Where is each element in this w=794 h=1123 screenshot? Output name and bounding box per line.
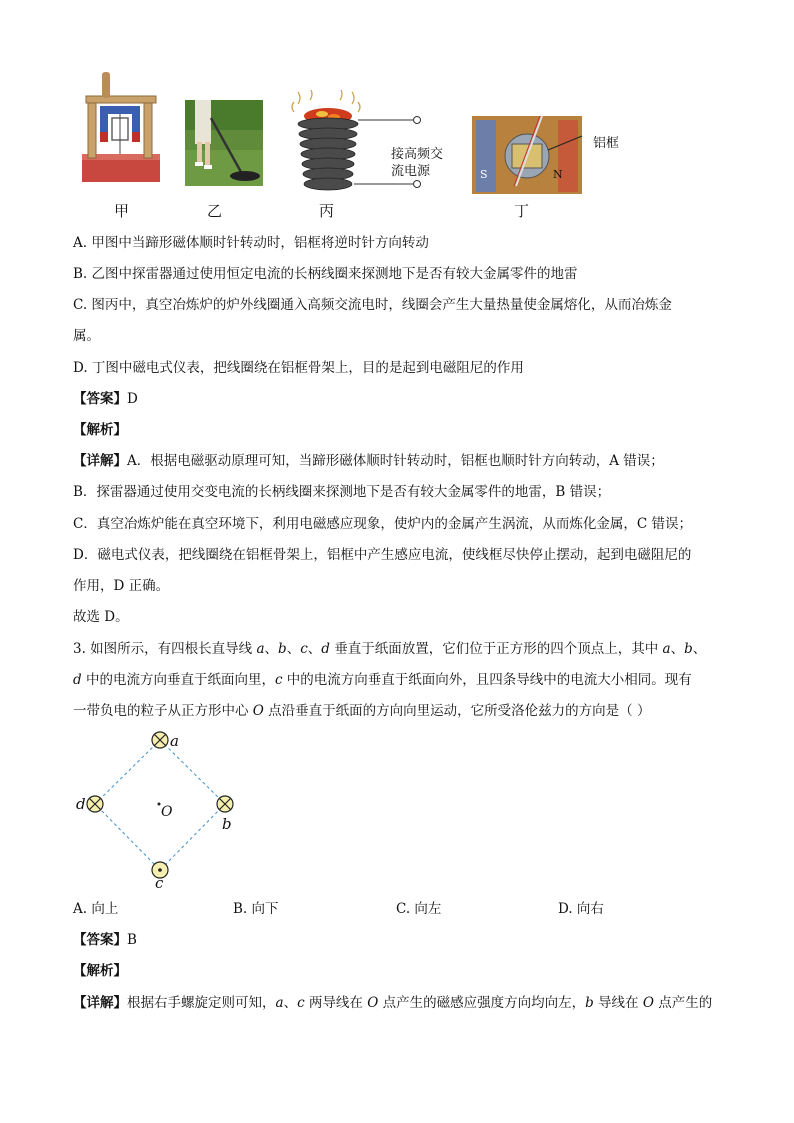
- q3-stem-3b: 点沿垂直于纸面的方向向里运动，它所受洛伦兹力的方向是（ ）: [263, 703, 651, 719]
- wire-b-in: [217, 796, 233, 812]
- var-b: b: [585, 995, 594, 1011]
- q2-detail-4: D．磁电式仪表，把线圈绕在铝框骨架上，铝框中产生感应电流，使线框尽快停止摆动，起到电磁阻尼的: [73, 547, 692, 563]
- q3-stem-2: [73, 670, 692, 690]
- q2-detail-3: C．真空冶炼炉能在真空环境下，利用电磁感应现象，使炉内的金属产生涡流，从而炼化金属，C 错误；: [73, 516, 692, 532]
- q2-option-d: D. 丁图中磁电式仪表，把线圈绕在铝框骨架上，目的是起到电磁阻尼的作用: [73, 360, 524, 376]
- q3-detail-tag: 【详解】: [73, 995, 127, 1011]
- var-o: O: [367, 995, 379, 1011]
- var-a: a: [275, 995, 284, 1011]
- q2-conclusion: 故选 D。: [73, 609, 129, 625]
- q2-option-a: A. 甲图中当蹄形磁体顺时针转动时，铝框将逆时针方向转动: [73, 235, 429, 251]
- q3-stem-1a: 3. 如图所示，有四根长直导线: [73, 641, 257, 657]
- q2-analysis-tag: 【解析】: [73, 422, 127, 438]
- sep: 、: [307, 641, 322, 657]
- q3-option-c: C. 向左: [396, 901, 442, 917]
- q3-stem-3: [73, 701, 650, 721]
- figure-ding-caption: 丁: [514, 202, 530, 220]
- q3-stem-2b: 中的电流方向垂直于纸面向外，且四条导线中的电流大小相同。现有: [282, 672, 692, 688]
- var-b: b: [684, 641, 693, 657]
- sep: 、: [283, 995, 298, 1011]
- q2-detail-tag: 【详解】: [73, 453, 127, 469]
- q3-detail-1: [73, 993, 712, 1013]
- var-a: a: [662, 641, 671, 657]
- figure-bing-label-2: 流电源: [391, 164, 431, 179]
- figure-ding-n-pole: N: [553, 168, 563, 181]
- figure-jia-magnet: [78, 70, 164, 188]
- q3-option-a: A. 向上: [73, 901, 119, 917]
- var-d: d: [73, 672, 82, 688]
- q2-detail-1-text: A．根据电磁驱动原理可知，当蹄形磁体顺时针转动时，铝框也顺时针方向转动，A 错误；: [127, 453, 664, 469]
- q3-stem-1b: 垂直于纸面放置，它们位于正方形的四个顶点上，其中: [329, 641, 663, 657]
- figure-bing-caption: 丙: [319, 202, 335, 220]
- q3-analysis-tag: 【解析】: [73, 963, 127, 979]
- q2-option-c: C. 图丙中，真空冶炼炉的炉外线圈通入高频交流电时，线圈会产生大量热量使金属熔化，从而冶炼金: [73, 297, 672, 313]
- q3-detail-1d: 导线在: [593, 995, 643, 1011]
- wire-d-in: [87, 796, 103, 812]
- var-o: O: [642, 995, 654, 1011]
- figure-ding-s-pole: S: [480, 168, 488, 181]
- figure-ding-label: 铝框: [593, 136, 620, 151]
- wire-a-in: [152, 732, 168, 748]
- sep: 、: [286, 641, 301, 657]
- label-b: b: [222, 815, 232, 833]
- var-c: c: [297, 995, 305, 1011]
- q3-answer: [73, 930, 137, 950]
- label-d: d: [76, 795, 86, 813]
- label-c: c: [155, 874, 164, 892]
- q2-answer: [73, 389, 138, 409]
- q3-answer-tag: 【答案】: [73, 932, 127, 948]
- q2-option-c-cont: 属。: [73, 328, 100, 344]
- var-c: c: [300, 641, 308, 657]
- label-o: O: [161, 804, 173, 820]
- q2-answer-value: D: [127, 391, 138, 407]
- q3-square-diagram: [70, 728, 250, 898]
- q3-stem-2a: 中的电流方向垂直于纸面向里，: [81, 672, 275, 688]
- figure-yi-detector: [185, 100, 263, 186]
- var-b: b: [278, 641, 287, 657]
- figure-bing-label-1: 接高频交: [391, 147, 444, 162]
- q3-option-b: B. 向下: [233, 901, 279, 917]
- var-a: a: [256, 641, 265, 657]
- q3-answer-value: B: [127, 932, 137, 948]
- q3-stem-1: [73, 639, 706, 659]
- q3-detail-1b: 两导线在: [304, 995, 368, 1011]
- label-a: a: [170, 732, 179, 750]
- q3-detail-1e: 点产生的: [653, 995, 713, 1011]
- figure-yi-caption: 乙: [207, 202, 223, 220]
- var-o: O: [252, 703, 264, 719]
- sep: 、: [670, 641, 685, 657]
- var-c: c: [274, 672, 283, 688]
- q3-detail-1c: 点产生的磁感应强度方向均向左，: [378, 995, 586, 1011]
- q2-option-b: B. 乙图中探雷器通过使用恒定电流的长柄线圈来探测地下是否有较大金属零件的地雷: [73, 266, 578, 282]
- q3-stem-3a: 一带负电的粒子从正方形中心: [73, 703, 253, 719]
- q2-detail-5: 作用，D 正确。: [73, 578, 170, 594]
- q2-detail-1: [73, 451, 664, 471]
- var-d: d: [321, 641, 330, 657]
- q2-answer-tag: 【答案】: [73, 391, 127, 407]
- figure-ding-meter: [472, 116, 584, 194]
- figure-jia-caption: 甲: [114, 202, 130, 220]
- sep: 、: [692, 641, 707, 657]
- sep: 、: [264, 641, 279, 657]
- q3-detail-1a: 根据右手螺旋定则可知，: [127, 995, 276, 1011]
- q2-detail-2: B．探雷器通过使用交变电流的长柄线圈来探测地下是否有较大金属零件的地雷，B 错误；: [73, 484, 611, 500]
- q3-option-d: D. 向右: [558, 901, 604, 917]
